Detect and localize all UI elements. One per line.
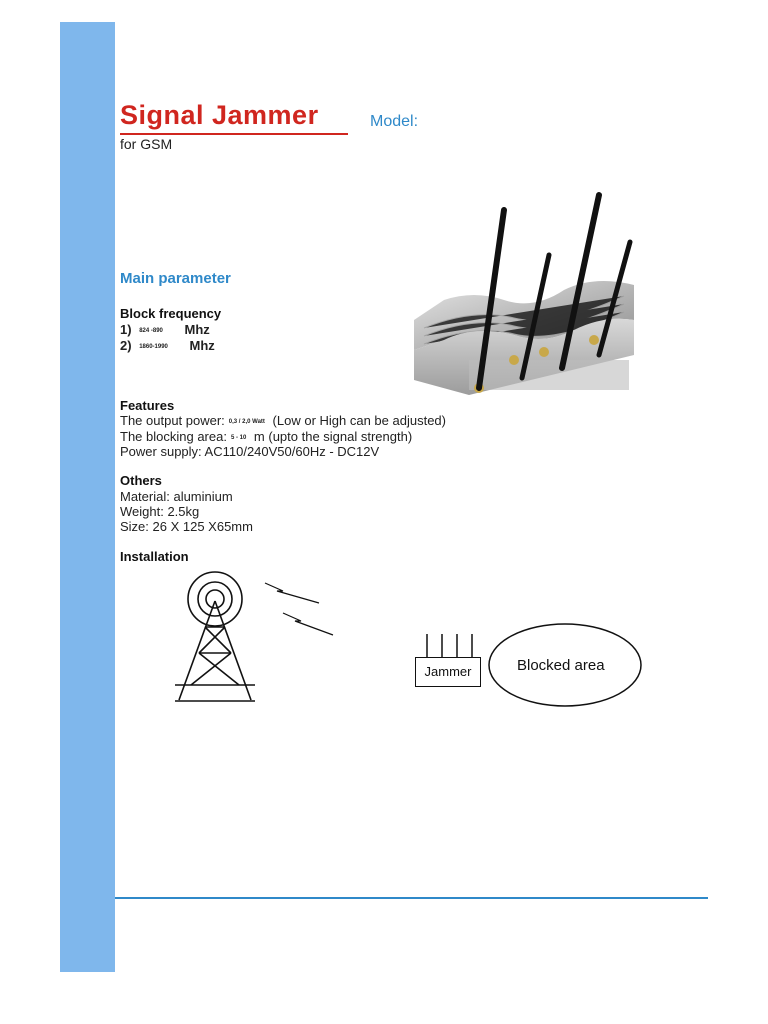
sidebar-band <box>60 22 115 972</box>
blocking-area-note: m (upto the signal strength) <box>253 429 413 444</box>
power-supply-line: Power supply: AC110/240V50/60Hz - DC12V <box>120 444 380 459</box>
output-power-line <box>120 413 446 428</box>
size-line: Size: 26 X 125 X65mm <box>120 519 253 534</box>
weight-line: Weight: 2.5kg <box>120 504 200 519</box>
output-power-note: (Low or High can be adjusted) <box>272 413 446 428</box>
frequency-index: 1) <box>120 322 132 337</box>
others-heading: Others <box>120 473 162 488</box>
title-underline <box>120 133 348 135</box>
block-frequency-heading: Block frequency <box>120 306 222 321</box>
frequency-range: 1860-1990 <box>139 344 168 350</box>
material-line: Material: aluminium <box>120 489 233 504</box>
lightning-signal-icon <box>265 583 333 635</box>
installation-heading: Installation <box>120 549 189 564</box>
frequency-range: 824 -890 <box>139 328 163 334</box>
footer-rule <box>115 897 708 899</box>
model-label: Model: <box>370 113 419 130</box>
main-parameter-heading: Main parameter <box>120 270 231 287</box>
jammer-photo <box>404 190 644 400</box>
frequency-item-1 <box>120 322 210 337</box>
jammer-box: Jammer <box>415 657 481 687</box>
frequency-index: 2) <box>120 338 132 353</box>
frequency-item-2 <box>120 338 215 353</box>
output-power-value: 0,3 / 2,0 Watt <box>228 419 265 425</box>
frequency-unit: Mhz <box>189 338 215 353</box>
subtitle: for GSM <box>120 136 173 152</box>
cell-tower-icon <box>175 572 255 701</box>
blocking-area-value: 5 - 10 <box>230 435 247 441</box>
frequency-unit: Mhz <box>184 322 210 337</box>
features-heading: Features <box>120 398 175 413</box>
blocked-area-label: Blocked area <box>517 657 605 674</box>
installation-diagram-tower <box>165 565 345 710</box>
output-power-label: The output power: <box>120 413 225 428</box>
blocking-area-line <box>120 429 412 444</box>
page-title: Signal Jammer <box>120 100 319 130</box>
blocking-area-label: The blocking area: <box>120 429 227 444</box>
